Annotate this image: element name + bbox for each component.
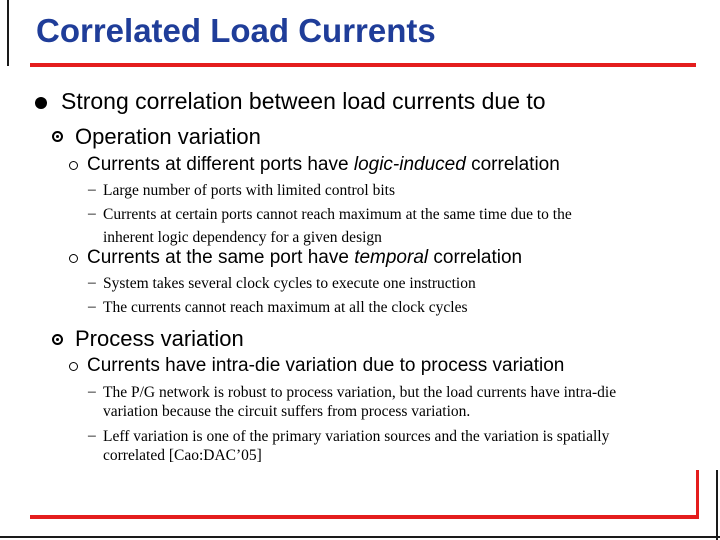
detail-pg-network-robust: The P/G network is robust to process variation, but the load currents have intra-die (103, 384, 617, 401)
text-segment: Currents at the same port have (87, 247, 355, 268)
detail-pg-network-robust-cont: variation because the circuit suffers from process variation. (103, 403, 471, 420)
sub-bullet-intra-die: Currents have intra-die variation due to process variation (87, 355, 565, 376)
detail-cannot-reach-max-cont: inherent logic dependency for a given design (103, 229, 382, 246)
heading-process-variation: Process variation (75, 326, 244, 351)
text-segment: correlation (465, 154, 560, 175)
heading-operation-variation: Operation variation (75, 124, 261, 149)
filled-dot-bullet-icon (35, 97, 47, 109)
detail-leff-variation: Leff variation is one of the primary variation sources and the variation is spatially (103, 428, 610, 445)
detail-max-all-cycles: The currents cannot reach maximum at all the clock cycles (103, 299, 468, 316)
circle-bullet-icon (69, 362, 78, 371)
sub-bullet-temporal (87, 247, 522, 269)
ring-bullet-icon (52, 131, 63, 142)
ring-bullet-icon (52, 334, 63, 345)
title-underline (30, 63, 696, 67)
circle-bullet-icon (69, 254, 78, 263)
frame-line-bottom (0, 536, 720, 538)
text-segment: Currents at different ports have (87, 154, 354, 175)
frame-line-left (7, 0, 9, 66)
footer-rule (30, 515, 696, 519)
dash-bullet-icon: – (88, 205, 96, 222)
bullet-strong-correlation: Strong correlation between load currents due to (61, 88, 546, 114)
footer-vertical-rule (696, 470, 699, 519)
dash-bullet-icon: – (88, 181, 96, 198)
frame-line-right (716, 470, 718, 540)
text-segment: correlation (428, 247, 523, 268)
sub-bullet-logic-induced (87, 154, 560, 176)
dash-bullet-icon: – (88, 427, 96, 444)
circle-bullet-icon (69, 161, 78, 170)
emphasis-logic-induced: logic-induced (353, 154, 466, 175)
dash-bullet-icon: – (88, 274, 96, 291)
dash-bullet-icon: – (88, 383, 96, 400)
detail-clock-cycles: System takes several clock cycles to execute one instruction (103, 275, 476, 292)
detail-leff-variation-cont: correlated [Cao:DAC’05] (103, 447, 262, 464)
detail-cannot-reach-max: Currents at certain ports cannot reach maximum at the same time due to the (103, 206, 572, 223)
slide-title: Correlated Load Currents (36, 12, 436, 49)
emphasis-temporal: temporal (354, 247, 429, 268)
detail-ports-control-bits: Large number of ports with limited control bits (103, 182, 396, 199)
dash-bullet-icon: – (88, 298, 96, 315)
